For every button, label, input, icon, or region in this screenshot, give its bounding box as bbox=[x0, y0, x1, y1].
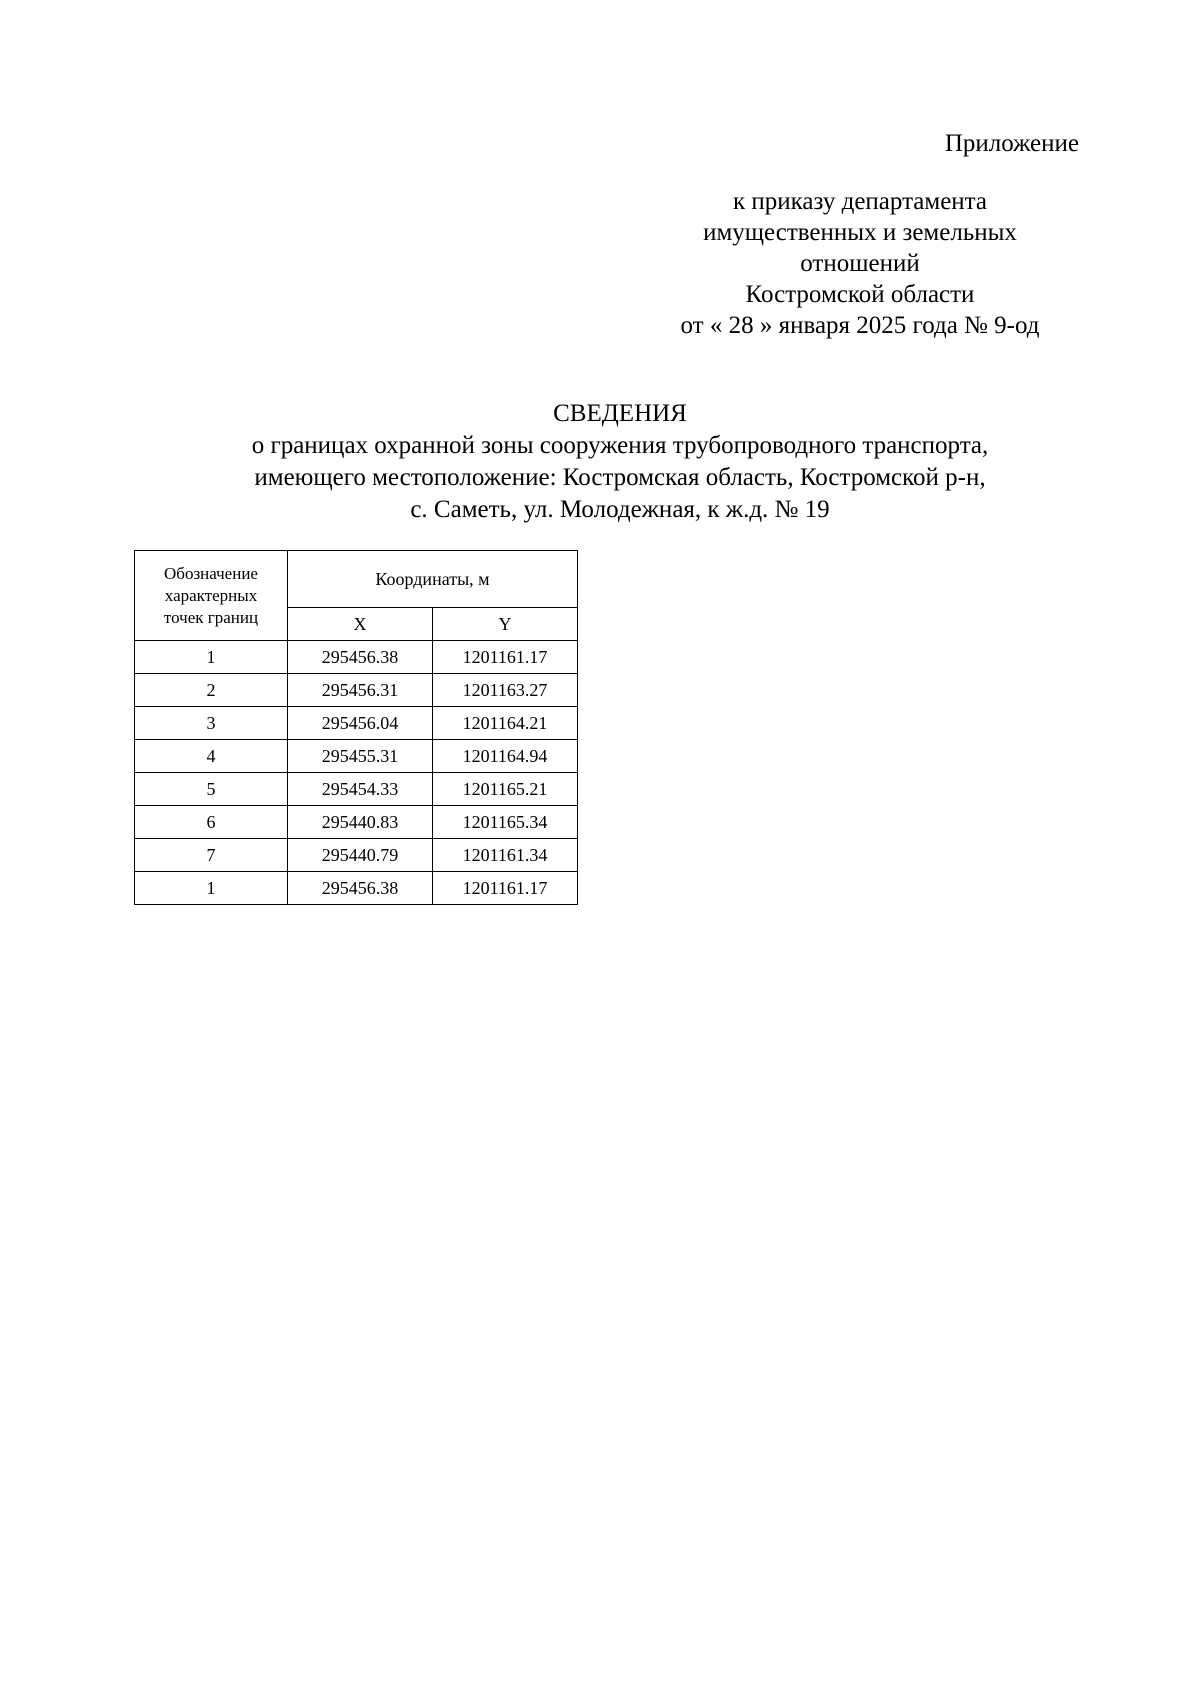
header-y: Y bbox=[433, 608, 578, 641]
appendix-label: Приложение bbox=[944, 130, 1079, 157]
cell-y: 1201165.34 bbox=[433, 806, 578, 839]
coordinates-table bbox=[134, 550, 578, 905]
table-row bbox=[135, 641, 578, 674]
cell-point: 5 bbox=[135, 773, 288, 806]
table-row bbox=[135, 872, 578, 905]
order-reference-line: к приказу департамента bbox=[732, 188, 988, 215]
table-row bbox=[135, 740, 578, 773]
cell-point: 6 bbox=[135, 806, 288, 839]
cell-x: 295440.83 bbox=[288, 806, 433, 839]
cell-y: 1201161.34 bbox=[433, 839, 578, 872]
cell-point: 4 bbox=[135, 740, 288, 773]
cell-y: 1201164.21 bbox=[433, 707, 578, 740]
cell-x: 295454.33 bbox=[288, 773, 433, 806]
cell-y: 1201165.21 bbox=[433, 773, 578, 806]
order-reference-line: имущественных и земельных bbox=[703, 219, 1017, 246]
cell-y: 1201161.17 bbox=[433, 872, 578, 905]
header-coordinates: Координаты, м bbox=[288, 551, 578, 608]
cell-y: 1201163.27 bbox=[433, 674, 578, 707]
order-reference-date: от « 28 » января 2025 года № 9-од bbox=[680, 312, 1040, 339]
order-reference bbox=[620, 186, 1100, 341]
cell-point: 1 bbox=[135, 641, 288, 674]
header-point-line: характерных bbox=[164, 585, 258, 605]
cell-y: 1201164.94 bbox=[433, 740, 578, 773]
cell-x: 295456.38 bbox=[288, 872, 433, 905]
order-reference-line: отношений bbox=[800, 250, 920, 277]
cell-point: 1 bbox=[135, 872, 288, 905]
cell-y: 1201161.17 bbox=[433, 641, 578, 674]
table-row bbox=[135, 806, 578, 839]
header-x: X bbox=[288, 608, 433, 641]
cell-x: 295456.38 bbox=[288, 641, 433, 674]
cell-x: 295456.04 bbox=[288, 707, 433, 740]
document-subtitle-line: о границах охранной зоны сооружения трубопроводного транспорта, bbox=[251, 432, 989, 459]
cell-point: 3 bbox=[135, 707, 288, 740]
table-row bbox=[135, 839, 578, 872]
header-point-line: Обозначение bbox=[164, 563, 258, 583]
cell-x: 295455.31 bbox=[288, 740, 433, 773]
cell-x: 295456.31 bbox=[288, 674, 433, 707]
header-point-line: точек границ bbox=[163, 607, 259, 627]
cell-x: 295440.79 bbox=[288, 839, 433, 872]
document-subtitle-line: с. Саметь, ул. Молодежная, к ж.д. № 19 bbox=[410, 496, 830, 523]
table-row bbox=[135, 674, 578, 707]
document-title: СВЕДЕНИЯ bbox=[553, 400, 687, 427]
header-point-designation bbox=[135, 551, 288, 641]
order-reference-line: Костромской области bbox=[745, 281, 975, 308]
table-row bbox=[135, 773, 578, 806]
document-subtitle-line: имеющего местоположение: Костромская область, Костромской р-н, bbox=[254, 464, 986, 491]
document-subtitle bbox=[0, 430, 1200, 526]
cell-point: 2 bbox=[135, 674, 288, 707]
table-row bbox=[135, 707, 578, 740]
cell-point: 7 bbox=[135, 839, 288, 872]
